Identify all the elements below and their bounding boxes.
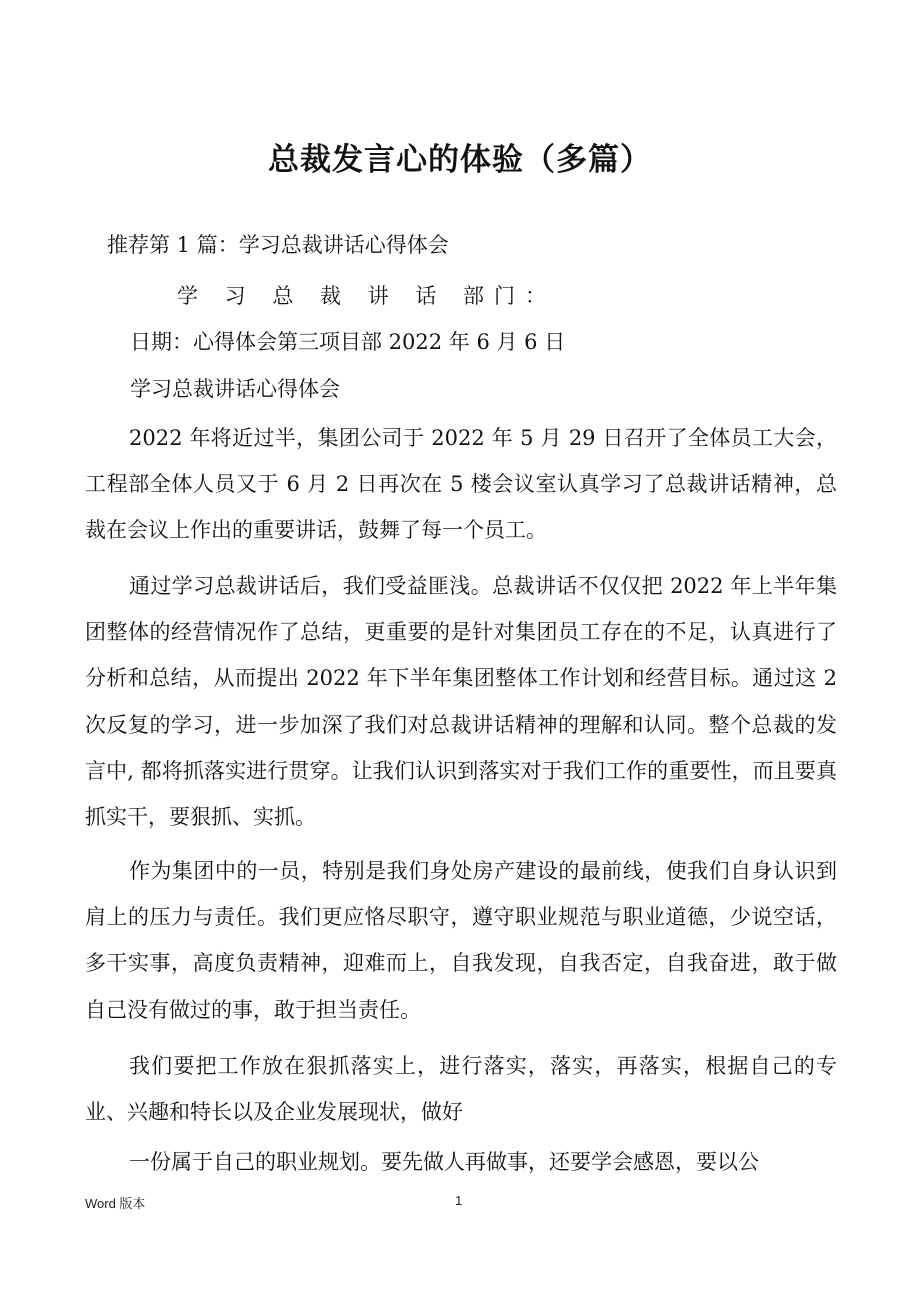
recommend-line: 推荐第 1 篇：学习总裁讲话心得体会 [107, 233, 449, 257]
document-title: 总裁发言心的体验（多篇） [268, 142, 652, 178]
paragraph-5: 一份属于自己的职业规划。要先做人再做事，还要学会感恩，要以公 [129, 1150, 759, 1174]
subtitle: 学习总裁讲话心得体会 [130, 377, 340, 401]
page-number: 1 [455, 1193, 463, 1208]
date-line: 日期：心得体会第三项目部 2022 年 6 月 6 日 [130, 330, 566, 354]
department-line: 学 习 总 裁 讲 话 部门： [177, 284, 557, 308]
paragraph-2: 通过学习总裁讲话后，我们受益匪浅。总裁讲话不仅仅把 2022 年上半年集团整体的经营情况作了总结，更重要的是针对集团员工存在的不足，认真进行了分析和总结，从而提出 2022 年下半年集团整体工作计划和经营目标。通过这 2 次反复的学习，进一步加深了我们对总裁讲话精神的理解和认同。整个总裁的发言中, 都将抓落实进行贯穿。让我们认识到落实对于我们工作的重要性，而且要真抓实干，要狠抓、实抓。 [85, 574, 837, 830]
paragraph-1: 2022 年将近过半，集团公司于 2022 年 5 月 29 日召开了全体员工大会，工程部全体人员又于 6 月 2 日再次在 5 楼会议室认真学习了总裁讲话精神，总裁在会议上作出的重要讲话，鼓舞了每一个员工。 [85, 426, 837, 543]
paragraph-3: 作为集团中的一员，特别是我们身处房产建设的最前线，使我们自身认识到肩上的压力与责任。我们更应恪尽职守，遵守职业规范与职业道德，少说空话，多干实事，高度负责精神，迎难而上，自我发现，自我否定，自我奋进，敢于做自己没有做过的事，敢于担当责任。 [85, 859, 837, 1022]
paragraph-4: 我们要把工作放在狠抓落实上，进行落实，落实，再落实，根据自己的专业、兴趣和特长以及企业发展现状，做好 [85, 1054, 837, 1125]
footer-label: Word 版本 [85, 1196, 146, 1211]
